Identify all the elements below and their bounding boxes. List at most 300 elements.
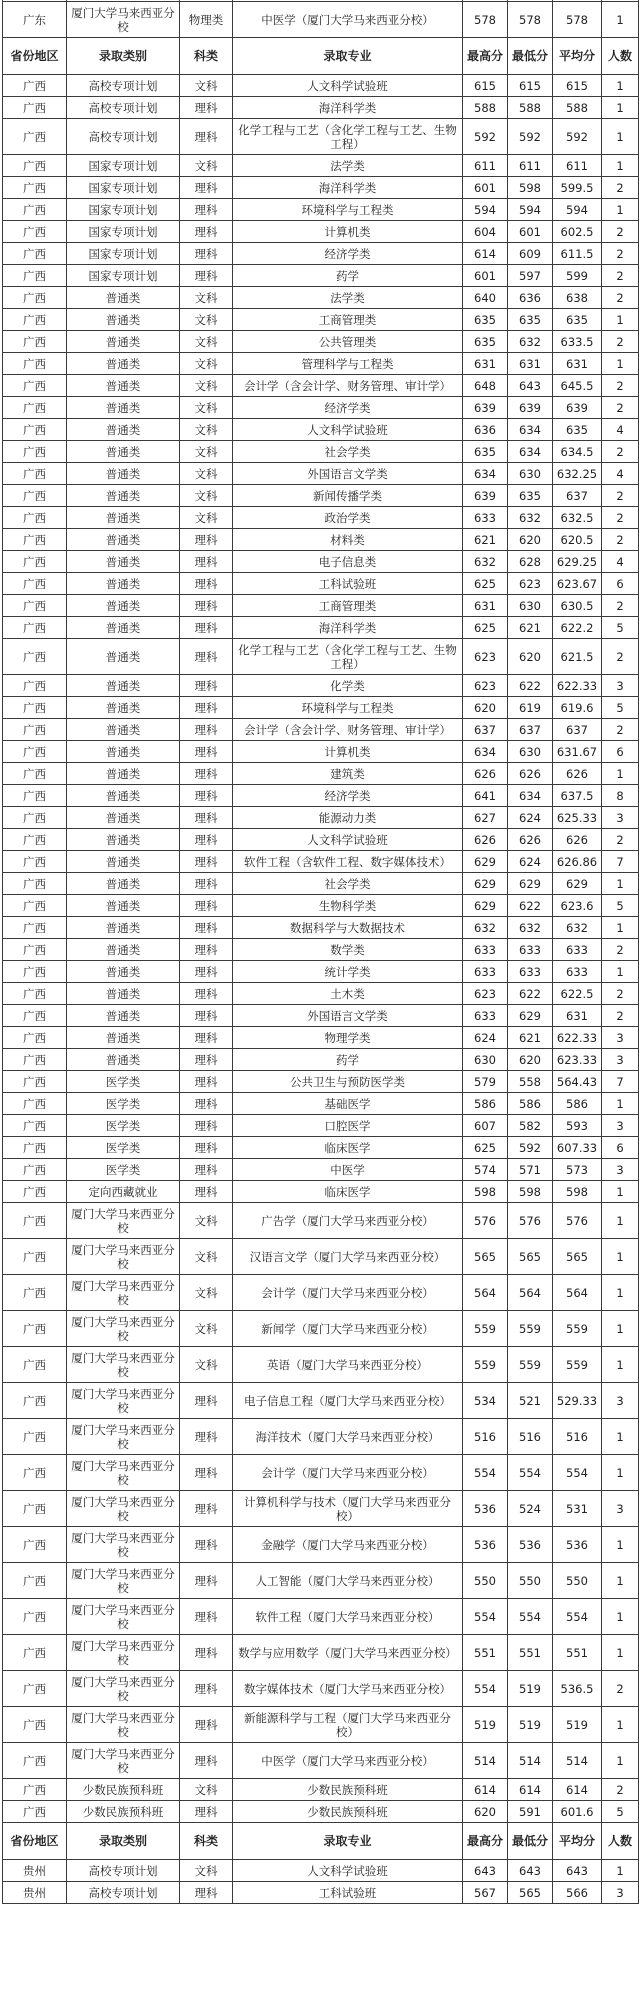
cell-avg-score: 622.5	[553, 983, 602, 1005]
cell-category: 普通类	[67, 287, 180, 309]
cell-count: 2	[602, 243, 639, 265]
cell-province: 广西	[3, 639, 67, 675]
cell-major: 中医学（厦门大学马来西亚分校）	[233, 1743, 463, 1779]
cell-subject: 理科	[180, 763, 233, 785]
cell-category: 高校专项计划	[67, 1860, 180, 1882]
table-row	[3, 617, 639, 639]
cell-province: 广西	[3, 309, 67, 331]
cell-subject: 理科	[180, 1801, 233, 1823]
table-row	[3, 573, 639, 595]
cell-avg-score: 631.67	[553, 741, 602, 763]
cell-min-score: 626	[508, 829, 553, 851]
cell-category: 高校专项计划	[67, 119, 180, 155]
header-max: 最高分	[463, 38, 508, 75]
cell-major: 少数民族预科班	[233, 1801, 463, 1823]
table-row	[3, 419, 639, 441]
cell-major: 数据科学与大数据技术	[233, 917, 463, 939]
table-row	[3, 463, 639, 485]
cell-avg-score: 593	[553, 1115, 602, 1137]
cell-min-score: 622	[508, 895, 553, 917]
cell-subject: 理科	[180, 1005, 233, 1027]
cell-category: 医学类	[67, 1115, 180, 1137]
cell-max-score: 635	[463, 441, 508, 463]
cell-count: 1	[602, 1311, 639, 1347]
cell-max-score: 636	[463, 419, 508, 441]
table-row	[3, 1093, 639, 1115]
cell-count: 2	[602, 265, 639, 287]
cell-category: 普通类	[67, 741, 180, 763]
cell-count: 1	[602, 873, 639, 895]
cell-max-score: 623	[463, 983, 508, 1005]
cell-max-score: 604	[463, 221, 508, 243]
cell-max-score: 633	[463, 507, 508, 529]
cell-min-score: 631	[508, 353, 553, 375]
cell-min-score: 630	[508, 741, 553, 763]
table-row	[3, 1027, 639, 1049]
cell-avg-score: 578	[553, 2, 602, 38]
cell-max-score: 559	[463, 1347, 508, 1383]
cell-avg-score: 615	[553, 75, 602, 97]
table-row	[3, 719, 639, 741]
cell-avg-score: 514	[553, 1743, 602, 1779]
cell-category: 少数民族预科班	[67, 1801, 180, 1823]
table-row	[3, 375, 639, 397]
cell-subject: 理科	[180, 785, 233, 807]
cell-subject: 理科	[180, 1527, 233, 1563]
cell-category: 厦门大学马来西亚分校	[67, 1383, 180, 1419]
cell-subject: 文科	[180, 485, 233, 507]
cell-subject: 理科	[180, 265, 233, 287]
cell-major: 临床医学	[233, 1137, 463, 1159]
cell-subject: 理科	[180, 1491, 233, 1527]
cell-subject: 文科	[180, 397, 233, 419]
table-row	[3, 983, 639, 1005]
cell-min-score: 614	[508, 1779, 553, 1801]
cell-province: 广西	[3, 829, 67, 851]
cell-subject: 理科	[180, 1671, 233, 1707]
cell-subject: 理科	[180, 1635, 233, 1671]
cell-max-score: 633	[463, 1005, 508, 1027]
cell-major: 土木类	[233, 983, 463, 1005]
cell-category: 普通类	[67, 419, 180, 441]
cell-subject: 理科	[180, 573, 233, 595]
cell-min-score: 620	[508, 639, 553, 675]
cell-category: 厦门大学马来西亚分校	[67, 1635, 180, 1671]
cell-min-score: 634	[508, 785, 553, 807]
cell-min-score: 615	[508, 75, 553, 97]
cell-max-score: 554	[463, 1599, 508, 1635]
cell-count: 2	[602, 719, 639, 741]
cell-major: 公共管理类	[233, 331, 463, 353]
table-row	[3, 529, 639, 551]
cell-max-score: 641	[463, 785, 508, 807]
cell-avg-score: 594	[553, 199, 602, 221]
cell-avg-score: 573	[553, 1159, 602, 1181]
cell-min-score: 551	[508, 1635, 553, 1671]
table-row	[3, 917, 639, 939]
cell-avg-score: 631	[553, 353, 602, 375]
cell-province: 广西	[3, 419, 67, 441]
cell-count: 3	[602, 1383, 639, 1419]
table-row	[3, 1383, 639, 1419]
cell-province: 广西	[3, 353, 67, 375]
cell-category: 国家专项计划	[67, 265, 180, 287]
cell-category: 普通类	[67, 895, 180, 917]
cell-province: 广西	[3, 529, 67, 551]
cell-max-score: 621	[463, 529, 508, 551]
cell-subject: 理科	[180, 243, 233, 265]
cell-min-score: 629	[508, 1005, 553, 1027]
cell-avg-score: 599	[553, 265, 602, 287]
cell-count: 3	[602, 807, 639, 829]
cell-max-score: 586	[463, 1093, 508, 1115]
cell-subject: 理科	[180, 807, 233, 829]
cell-avg-score: 633.5	[553, 331, 602, 353]
cell-category: 厦门大学马来西亚分校	[67, 1707, 180, 1743]
cell-category: 厦门大学马来西亚分校	[67, 1527, 180, 1563]
cell-min-score: 611	[508, 155, 553, 177]
cell-subject: 理科	[180, 1707, 233, 1743]
cell-province: 广西	[3, 1383, 67, 1419]
cell-max-score: 620	[463, 1801, 508, 1823]
cell-max-score: 550	[463, 1563, 508, 1599]
cell-category: 普通类	[67, 785, 180, 807]
cell-avg-score: 639	[553, 397, 602, 419]
cell-subject: 理科	[180, 1071, 233, 1093]
cell-category: 普通类	[67, 309, 180, 331]
table-row	[3, 1239, 639, 1275]
cell-count: 3	[602, 675, 639, 697]
cell-category: 普通类	[67, 529, 180, 551]
cell-category: 普通类	[67, 551, 180, 573]
cell-category: 厦门大学马来西亚分校	[67, 1239, 180, 1275]
cell-count: 2	[602, 221, 639, 243]
cell-count: 5	[602, 697, 639, 719]
cell-min-score: 630	[508, 595, 553, 617]
cell-max-score: 625	[463, 1137, 508, 1159]
cell-count: 2	[602, 177, 639, 199]
cell-category: 厦门大学马来西亚分校	[67, 1599, 180, 1635]
cell-avg-score: 611	[553, 155, 602, 177]
cell-max-score: 598	[463, 1181, 508, 1203]
cell-count: 7	[602, 1071, 639, 1093]
cell-subject: 理科	[180, 1419, 233, 1455]
cell-province: 广西	[3, 1181, 67, 1203]
cell-category: 普通类	[67, 983, 180, 1005]
cell-min-score: 633	[508, 939, 553, 961]
cell-subject: 理科	[180, 697, 233, 719]
cell-category: 医学类	[67, 1071, 180, 1093]
cell-avg-score: 629.25	[553, 551, 602, 573]
cell-avg-score: 536.5	[553, 1671, 602, 1707]
cell-category: 医学类	[67, 1093, 180, 1115]
table-row	[3, 1347, 639, 1383]
table-row	[3, 1743, 639, 1779]
cell-province: 广西	[3, 221, 67, 243]
cell-min-score: 635	[508, 309, 553, 331]
cell-avg-score: 586	[553, 1093, 602, 1115]
cell-max-score: 592	[463, 119, 508, 155]
cell-max-score: 614	[463, 1779, 508, 1801]
cell-province: 广西	[3, 1635, 67, 1671]
cell-max-score: 639	[463, 397, 508, 419]
cell-province: 广西	[3, 763, 67, 785]
cell-major: 药学	[233, 1049, 463, 1071]
cell-max-score: 611	[463, 155, 508, 177]
cell-province: 广西	[3, 595, 67, 617]
cell-min-score: 624	[508, 807, 553, 829]
cell-count: 2	[602, 1671, 639, 1707]
cell-count: 4	[602, 419, 639, 441]
cell-subject: 理科	[180, 119, 233, 155]
table-row	[3, 265, 639, 287]
cell-category: 普通类	[67, 939, 180, 961]
cell-province: 广东	[3, 2, 67, 38]
table-row	[3, 155, 639, 177]
table-row	[3, 939, 639, 961]
cell-category: 高校专项计划	[67, 75, 180, 97]
cell-avg-score: 531	[553, 1491, 602, 1527]
cell-count: 2	[602, 1005, 639, 1027]
cell-province: 广西	[3, 1671, 67, 1707]
cell-min-score: 601	[508, 221, 553, 243]
cell-province: 广西	[3, 1137, 67, 1159]
cell-province: 广西	[3, 1311, 67, 1347]
table-row	[3, 1115, 639, 1137]
cell-min-score: 536	[508, 1527, 553, 1563]
header-count: 人数	[602, 1823, 639, 1860]
cell-subject: 理科	[180, 939, 233, 961]
cell-count: 2	[602, 983, 639, 1005]
cell-count: 1	[602, 155, 639, 177]
table-row	[3, 243, 639, 265]
cell-avg-score: 623.6	[553, 895, 602, 917]
cell-province: 广西	[3, 1563, 67, 1599]
cell-major: 人文科学试验班	[233, 1860, 463, 1882]
cell-avg-score: 635	[553, 309, 602, 331]
cell-count: 5	[602, 617, 639, 639]
cell-max-score: 594	[463, 199, 508, 221]
cell-avg-score: 536	[553, 1527, 602, 1563]
cell-max-score: 601	[463, 177, 508, 199]
cell-max-score: 614	[463, 243, 508, 265]
cell-min-score: 588	[508, 97, 553, 119]
cell-subject: 理科	[180, 873, 233, 895]
cell-avg-score: 565	[553, 1239, 602, 1275]
cell-category: 普通类	[67, 397, 180, 419]
cell-min-score: 626	[508, 763, 553, 785]
cell-avg-score: 576	[553, 1203, 602, 1239]
table-row	[3, 75, 639, 97]
cell-major: 外国语言文学类	[233, 1005, 463, 1027]
cell-major: 新闻传播学类	[233, 485, 463, 507]
cell-category: 国家专项计划	[67, 243, 180, 265]
cell-min-score: 634	[508, 441, 553, 463]
cell-count: 2	[602, 595, 639, 617]
cell-category: 普通类	[67, 463, 180, 485]
table-row	[3, 1419, 639, 1455]
cell-count: 1	[602, 119, 639, 155]
cell-max-score: 623	[463, 639, 508, 675]
cell-max-score: 634	[463, 463, 508, 485]
cell-min-score: 565	[508, 1882, 553, 1904]
cell-max-score: 629	[463, 851, 508, 873]
cell-avg-score: 626	[553, 829, 602, 851]
header-major: 录取专业	[233, 38, 463, 75]
cell-min-score: 598	[508, 1181, 553, 1203]
cell-major: 政治学类	[233, 507, 463, 529]
cell-category: 定向西藏就业	[67, 1181, 180, 1203]
cell-province: 广西	[3, 1527, 67, 1563]
cell-province: 贵州	[3, 1860, 67, 1882]
cell-max-score: 576	[463, 1203, 508, 1239]
cell-province: 广西	[3, 873, 67, 895]
cell-category: 厦门大学马来西亚分校	[67, 1275, 180, 1311]
cell-major: 人文科学试验班	[233, 419, 463, 441]
cell-avg-score: 620.5	[553, 529, 602, 551]
cell-max-score: 643	[463, 1860, 508, 1882]
cell-avg-score: 629	[553, 873, 602, 895]
cell-min-score: 558	[508, 1071, 553, 1093]
table-row	[3, 309, 639, 331]
cell-count: 1	[602, 2, 639, 38]
cell-major: 工商管理类	[233, 595, 463, 617]
cell-max-score: 519	[463, 1707, 508, 1743]
cell-min-score: 620	[508, 1049, 553, 1071]
cell-max-score: 632	[463, 917, 508, 939]
cell-min-score: 582	[508, 1115, 553, 1137]
cell-max-score: 624	[463, 1027, 508, 1049]
cell-max-score: 629	[463, 895, 508, 917]
cell-count: 1	[602, 763, 639, 785]
cell-min-score: 609	[508, 243, 553, 265]
cell-category: 医学类	[67, 1137, 180, 1159]
cell-category: 普通类	[67, 573, 180, 595]
cell-max-score: 578	[463, 2, 508, 38]
cell-subject: 理科	[180, 1743, 233, 1779]
cell-max-score: 633	[463, 939, 508, 961]
header-avg: 平均分	[553, 1823, 602, 1860]
cell-category: 医学类	[67, 1159, 180, 1181]
cell-count: 2	[602, 829, 639, 851]
cell-major: 数学类	[233, 939, 463, 961]
cell-category: 厦门大学马来西亚分校	[67, 1455, 180, 1491]
cell-major: 建筑类	[233, 763, 463, 785]
cell-min-score: 630	[508, 463, 553, 485]
cell-min-score: 550	[508, 1563, 553, 1599]
table-row	[3, 675, 639, 697]
cell-min-score: 594	[508, 199, 553, 221]
cell-avg-score: 611.5	[553, 243, 602, 265]
table-row	[3, 1137, 639, 1159]
cell-major: 化学工程与工艺（含化学工程与工艺、生物工程）	[233, 119, 463, 155]
cell-avg-score: 632.5	[553, 507, 602, 529]
cell-major: 外国语言文学类	[233, 463, 463, 485]
cell-min-score: 578	[508, 2, 553, 38]
table-row	[3, 1779, 639, 1801]
cell-category: 高校专项计划	[67, 1882, 180, 1904]
cell-max-score: 554	[463, 1455, 508, 1491]
header-subject: 科类	[180, 38, 233, 75]
cell-count: 1	[602, 75, 639, 97]
cell-min-score: 524	[508, 1491, 553, 1527]
cell-province: 广西	[3, 1801, 67, 1823]
cell-max-score: 640	[463, 287, 508, 309]
header-avg: 平均分	[553, 38, 602, 75]
cell-subject: 理科	[180, 675, 233, 697]
cell-province: 广西	[3, 441, 67, 463]
cell-major: 法学类	[233, 287, 463, 309]
cell-major: 会计学（含会计学、财务管理、审计学）	[233, 375, 463, 397]
cell-province: 广西	[3, 1159, 67, 1181]
cell-province: 广西	[3, 155, 67, 177]
table-row	[3, 221, 639, 243]
cell-major: 计算机类	[233, 741, 463, 763]
cell-major: 社会学类	[233, 873, 463, 895]
cell-avg-score: 551	[553, 1635, 602, 1671]
cell-major: 人工智能（厦门大学马来西亚分校）	[233, 1563, 463, 1599]
cell-subject: 理科	[180, 199, 233, 221]
cell-subject: 物理类	[180, 2, 233, 38]
cell-category: 普通类	[67, 639, 180, 675]
cell-major: 工科试验班	[233, 1882, 463, 1904]
cell-province: 广西	[3, 119, 67, 155]
cell-province: 广西	[3, 463, 67, 485]
cell-category: 国家专项计划	[67, 155, 180, 177]
cell-max-score: 635	[463, 331, 508, 353]
cell-province: 广西	[3, 851, 67, 873]
cell-category: 普通类	[67, 763, 180, 785]
table-row	[3, 639, 639, 675]
cell-max-score: 615	[463, 75, 508, 97]
table-header-row	[3, 38, 639, 75]
cell-count: 3	[602, 1159, 639, 1181]
cell-major: 工科试验班	[233, 573, 463, 595]
cell-subject: 文科	[180, 419, 233, 441]
cell-min-score: 519	[508, 1707, 553, 1743]
cell-avg-score: 599.5	[553, 177, 602, 199]
cell-min-score: 637	[508, 719, 553, 741]
cell-province: 广西	[3, 97, 67, 119]
cell-max-score: 623	[463, 675, 508, 697]
cell-min-score: 634	[508, 419, 553, 441]
cell-major: 数字媒体技术（厦门大学马来西亚分校）	[233, 1671, 463, 1707]
cell-avg-score: 645.5	[553, 375, 602, 397]
cell-category: 厦门大学马来西亚分校	[67, 1203, 180, 1239]
cell-count: 1	[602, 97, 639, 119]
cell-count: 3	[602, 1882, 639, 1904]
cell-count: 3	[602, 1491, 639, 1527]
cell-count: 1	[602, 1860, 639, 1882]
table-row	[3, 441, 639, 463]
header-subject: 科类	[180, 1823, 233, 1860]
cell-max-score: 574	[463, 1159, 508, 1181]
table-row	[3, 697, 639, 719]
cell-major: 英语（厦门大学马来西亚分校）	[233, 1347, 463, 1383]
cell-subject: 理科	[180, 1115, 233, 1137]
cell-max-score: 632	[463, 551, 508, 573]
table-row	[3, 119, 639, 155]
cell-province: 广西	[3, 551, 67, 573]
cell-avg-score: 638	[553, 287, 602, 309]
cell-min-score: 624	[508, 851, 553, 873]
cell-count: 4	[602, 551, 639, 573]
cell-avg-score: 588	[553, 97, 602, 119]
cell-province: 广西	[3, 1599, 67, 1635]
cell-subject: 文科	[180, 155, 233, 177]
cell-min-score: 521	[508, 1383, 553, 1419]
cell-avg-score: 559	[553, 1311, 602, 1347]
